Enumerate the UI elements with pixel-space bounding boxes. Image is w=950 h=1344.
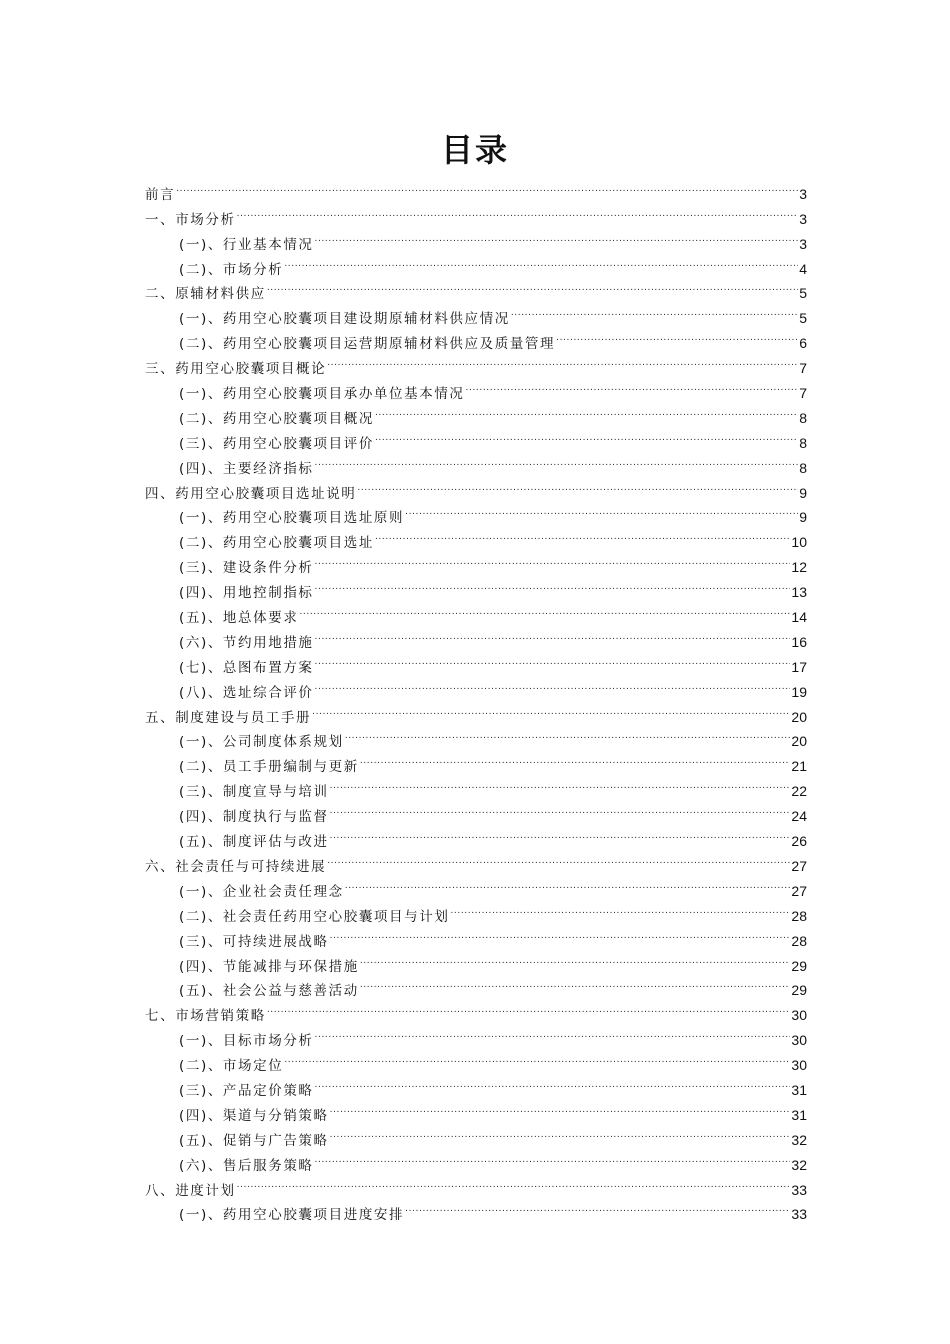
toc-entry-page-number: 27 bbox=[791, 882, 807, 899]
toc-entry-chapter[interactable] bbox=[145, 846, 807, 875]
toc-entry-chapter[interactable] bbox=[145, 995, 807, 1025]
toc-entry-page-number: 13 bbox=[791, 584, 807, 601]
toc-entry-section[interactable] bbox=[145, 423, 807, 452]
toc-entry-section[interactable] bbox=[145, 1095, 807, 1124]
toc-entry-chapter[interactable] bbox=[145, 697, 807, 726]
toc-entry-page-number: 3 bbox=[799, 210, 807, 227]
dot-leader bbox=[511, 298, 798, 323]
dot-leader bbox=[375, 522, 790, 547]
toc-entry-page-number: 8 bbox=[799, 459, 807, 476]
toc-entry-label: (四)、主要经济指标 bbox=[179, 457, 314, 482]
dot-leader bbox=[330, 1095, 791, 1120]
dot-leader bbox=[357, 473, 798, 498]
toc-entry-page-number: 3 bbox=[799, 235, 807, 252]
toc-entry-label: (三)、可持续进展战略 bbox=[179, 930, 329, 955]
toc-entry-section[interactable] bbox=[145, 448, 807, 477]
toc-entry-chapter[interactable] bbox=[145, 348, 807, 378]
toc-entry-page-number: 19 bbox=[791, 683, 807, 700]
toc-entry-label: 七、市场营销策略 bbox=[145, 1004, 266, 1029]
toc-entry-section[interactable] bbox=[145, 323, 807, 353]
toc-entry-chapter[interactable] bbox=[145, 1170, 807, 1199]
dot-leader bbox=[315, 1070, 791, 1095]
toc-entry-chapter[interactable] bbox=[145, 174, 807, 203]
toc-entry-section[interactable] bbox=[145, 298, 807, 328]
toc-entry-page-number: 27 bbox=[791, 857, 807, 874]
toc-entry-page-number: 20 bbox=[791, 733, 807, 750]
toc-entry-label: 八、进度计划 bbox=[145, 1179, 236, 1204]
toc-entry-page-number: 33 bbox=[791, 1181, 807, 1198]
dot-leader bbox=[375, 423, 798, 448]
toc-entry-section[interactable] bbox=[145, 871, 807, 900]
toc-entry-section[interactable] bbox=[145, 1020, 807, 1050]
toc-entry-label: (三)、制度宣导与培训 bbox=[179, 780, 329, 805]
dot-leader bbox=[360, 746, 791, 771]
toc-entry-section[interactable] bbox=[145, 771, 807, 801]
toc-entry-label: (二)、药用空心胶囊项目选址 bbox=[179, 531, 374, 556]
dot-leader bbox=[315, 647, 791, 672]
toc-entry-label: (一)、公司制度体系规划 bbox=[179, 730, 344, 755]
dot-leader bbox=[315, 1020, 791, 1045]
toc-entry-label: (三)、产品定价策略 bbox=[179, 1079, 314, 1104]
toc-entry-label: (五)、地总体要求 bbox=[179, 606, 298, 631]
toc-entry-page-number: 6 bbox=[799, 335, 807, 352]
dot-leader bbox=[299, 597, 790, 622]
toc-entry-label: (四)、用地控制指标 bbox=[179, 581, 314, 606]
dot-leader bbox=[312, 697, 790, 722]
toc-entry-label: (三)、药用空心胶囊项目评价 bbox=[179, 432, 374, 457]
toc-entry-label: (六)、售后服务策略 bbox=[179, 1154, 314, 1179]
toc-entry-label: (二)、药用空心胶囊项目概况 bbox=[179, 407, 374, 432]
toc-entry-page-number: 8 bbox=[799, 409, 807, 426]
dot-leader bbox=[360, 971, 791, 996]
dot-leader bbox=[237, 199, 798, 224]
toc-entry-page-number: 7 bbox=[799, 360, 807, 377]
toc-entry-section[interactable] bbox=[145, 522, 807, 552]
toc-entry-page-number: 26 bbox=[791, 833, 807, 850]
toc-title: 目录 bbox=[440, 131, 509, 169]
toc-entry-section[interactable] bbox=[145, 896, 807, 925]
toc-entry-chapter[interactable] bbox=[145, 199, 807, 228]
toc-entry-label: (八)、选址综合评价 bbox=[179, 681, 314, 706]
toc-entry-page-number: 16 bbox=[791, 633, 807, 650]
toc-entry-section[interactable] bbox=[145, 498, 807, 527]
dot-leader bbox=[327, 348, 798, 373]
dot-leader bbox=[315, 622, 791, 647]
toc-entry-section[interactable] bbox=[145, 647, 807, 676]
toc-entry-page-number: 14 bbox=[791, 609, 807, 626]
dot-leader bbox=[315, 572, 791, 597]
toc-entry-section[interactable] bbox=[145, 746, 807, 776]
toc-entry-section[interactable] bbox=[145, 224, 807, 253]
toc-entry-label: (二)、市场定位 bbox=[179, 1054, 283, 1079]
toc-entry-section[interactable] bbox=[145, 373, 807, 403]
toc-entry-label: 前言 bbox=[145, 183, 175, 208]
toc-entry-label: (二)、员工手册编制与更新 bbox=[179, 755, 359, 780]
dot-leader bbox=[556, 323, 798, 348]
toc-entry-label: (二)、市场分析 bbox=[179, 258, 283, 283]
toc-entry-page-number: 9 bbox=[799, 484, 807, 501]
toc-entry-section[interactable] bbox=[145, 622, 807, 651]
dot-leader bbox=[237, 1170, 791, 1195]
dot-leader bbox=[466, 373, 798, 398]
toc-entry-label: (一)、企业社会责任理念 bbox=[179, 880, 344, 905]
toc-entry-label: 六、社会责任与可持续进展 bbox=[145, 855, 326, 880]
toc-entry-section[interactable] bbox=[145, 547, 807, 577]
toc-entry-section[interactable] bbox=[145, 921, 807, 950]
toc-entry-page-number: 12 bbox=[791, 559, 807, 576]
toc-entry-section[interactable] bbox=[145, 946, 807, 975]
dot-leader bbox=[284, 1045, 790, 1070]
toc-entry-page-number: 33 bbox=[791, 1206, 807, 1223]
toc-entry-label: (二)、药用空心胶囊项目运营期原辅材料供应及质量管理 bbox=[179, 332, 555, 357]
toc-entry-label: 四、药用空心胶囊项目选址说明 bbox=[145, 482, 356, 507]
toc-entry-chapter[interactable] bbox=[145, 473, 807, 502]
toc-entry-page-number: 5 bbox=[799, 285, 807, 302]
toc-entry-page-number: 31 bbox=[791, 1106, 807, 1123]
toc-entry-page-number: 20 bbox=[791, 708, 807, 725]
dot-leader bbox=[315, 224, 798, 249]
toc-entry-chapter[interactable] bbox=[145, 274, 807, 303]
dot-leader bbox=[330, 771, 791, 796]
toc-entry-page-number: 8 bbox=[799, 434, 807, 451]
dot-leader bbox=[330, 921, 791, 946]
toc-entry-label: (一)、目标市场分析 bbox=[179, 1029, 314, 1054]
dot-leader bbox=[405, 498, 798, 523]
toc-entry-page-number: 22 bbox=[791, 783, 807, 800]
toc-entry-label: (五)、制度评估与改进 bbox=[179, 830, 329, 855]
toc-entry-label: 三、药用空心胶囊项目概论 bbox=[145, 357, 326, 382]
toc-entry-page-number: 30 bbox=[791, 1057, 807, 1074]
toc-entry-label: (一)、行业基本情况 bbox=[179, 233, 314, 258]
toc-entry-section[interactable] bbox=[145, 1045, 807, 1075]
toc-entry-label: (四)、节能减排与环保措施 bbox=[179, 955, 359, 980]
toc-entry-section[interactable] bbox=[145, 1070, 807, 1099]
toc-entry-page-number: 17 bbox=[791, 658, 807, 675]
toc-entry-section[interactable] bbox=[145, 821, 807, 851]
toc-entry-section[interactable] bbox=[145, 796, 807, 826]
toc-entry-page-number: 5 bbox=[799, 310, 807, 327]
toc-entry-page-number: 32 bbox=[791, 1156, 807, 1173]
toc-entry-label: 二、原辅材料供应 bbox=[145, 282, 266, 307]
toc-entry-label: (一)、药用空心胶囊项目建设期原辅材料供应情况 bbox=[179, 307, 510, 332]
toc-entry-label: (二)、社会责任药用空心胶囊项目与计划 bbox=[179, 905, 449, 930]
dot-leader bbox=[267, 274, 798, 299]
dot-leader bbox=[315, 1145, 791, 1170]
toc-entry-section[interactable] bbox=[145, 1120, 807, 1149]
toc-entry-label: (六)、节约用地措施 bbox=[179, 631, 314, 656]
toc-entry-page-number: 31 bbox=[791, 1081, 807, 1098]
toc-entry-page-number: 30 bbox=[791, 1032, 807, 1049]
dot-leader bbox=[405, 1195, 790, 1220]
dot-leader bbox=[330, 796, 791, 821]
toc-entry-label: (四)、渠道与分销策略 bbox=[179, 1104, 329, 1129]
toc-entry-label: (四)、制度执行与监督 bbox=[179, 805, 329, 830]
toc-entry-section[interactable] bbox=[145, 971, 807, 1000]
toc-entry-page-number: 29 bbox=[791, 957, 807, 974]
toc-entry-label: (五)、社会公益与慈善活动 bbox=[179, 979, 359, 1004]
toc-entry-label: (一)、药用空心胶囊项目承办单位基本情况 bbox=[179, 382, 465, 407]
dot-leader bbox=[315, 672, 791, 697]
toc-entry-section[interactable] bbox=[145, 1195, 807, 1224]
toc-entry-page-number: 3 bbox=[799, 185, 807, 202]
dot-leader bbox=[267, 995, 791, 1020]
dot-leader bbox=[330, 1120, 791, 1145]
toc-entry-section[interactable] bbox=[145, 597, 807, 627]
toc-entry-page-number: 10 bbox=[791, 534, 807, 551]
dot-leader bbox=[345, 722, 791, 747]
toc-entry-page-number: 28 bbox=[791, 932, 807, 949]
toc-entry-label: 一、市场分析 bbox=[145, 208, 236, 233]
toc-entry-page-number: 24 bbox=[791, 808, 807, 825]
dot-leader bbox=[315, 448, 798, 473]
dot-leader bbox=[330, 821, 791, 846]
toc-entry-label: (五)、促销与广告策略 bbox=[179, 1129, 329, 1154]
toc-entry-page-number: 29 bbox=[791, 982, 807, 999]
dot-leader bbox=[315, 547, 791, 572]
toc-entry-section[interactable] bbox=[145, 398, 807, 427]
toc-entry-page-number: 4 bbox=[799, 260, 807, 277]
toc-entry-page-number: 28 bbox=[791, 907, 807, 924]
toc-entry-label: (一)、药用空心胶囊项目进度安排 bbox=[179, 1203, 404, 1228]
dot-leader bbox=[284, 249, 798, 274]
toc-entry-section[interactable] bbox=[145, 672, 807, 701]
toc-entry-section[interactable] bbox=[145, 722, 807, 751]
toc-entry-label: (三)、建设条件分析 bbox=[179, 556, 314, 581]
toc-entry-section[interactable] bbox=[145, 572, 807, 602]
toc-entry-section[interactable] bbox=[145, 249, 807, 278]
dot-leader bbox=[450, 896, 790, 921]
dot-leader bbox=[345, 871, 791, 896]
dot-leader bbox=[327, 846, 790, 871]
dot-leader bbox=[360, 946, 791, 971]
toc-entry-page-number: 21 bbox=[791, 758, 807, 775]
toc-entry-section[interactable] bbox=[145, 1145, 807, 1174]
toc-entry-label: (七)、总图布置方案 bbox=[179, 656, 314, 681]
toc-entry-label: (一)、药用空心胶囊项目选址原则 bbox=[179, 506, 404, 531]
toc-list bbox=[145, 174, 807, 1224]
dot-leader bbox=[176, 174, 798, 199]
toc-entry-page-number: 32 bbox=[791, 1131, 807, 1148]
toc-entry-page-number: 9 bbox=[799, 509, 807, 526]
toc-entry-page-number: 30 bbox=[791, 1007, 807, 1024]
toc-entry-page-number: 7 bbox=[799, 385, 807, 402]
dot-leader bbox=[375, 398, 798, 423]
toc-entry-label: 五、制度建设与员工手册 bbox=[145, 706, 311, 731]
